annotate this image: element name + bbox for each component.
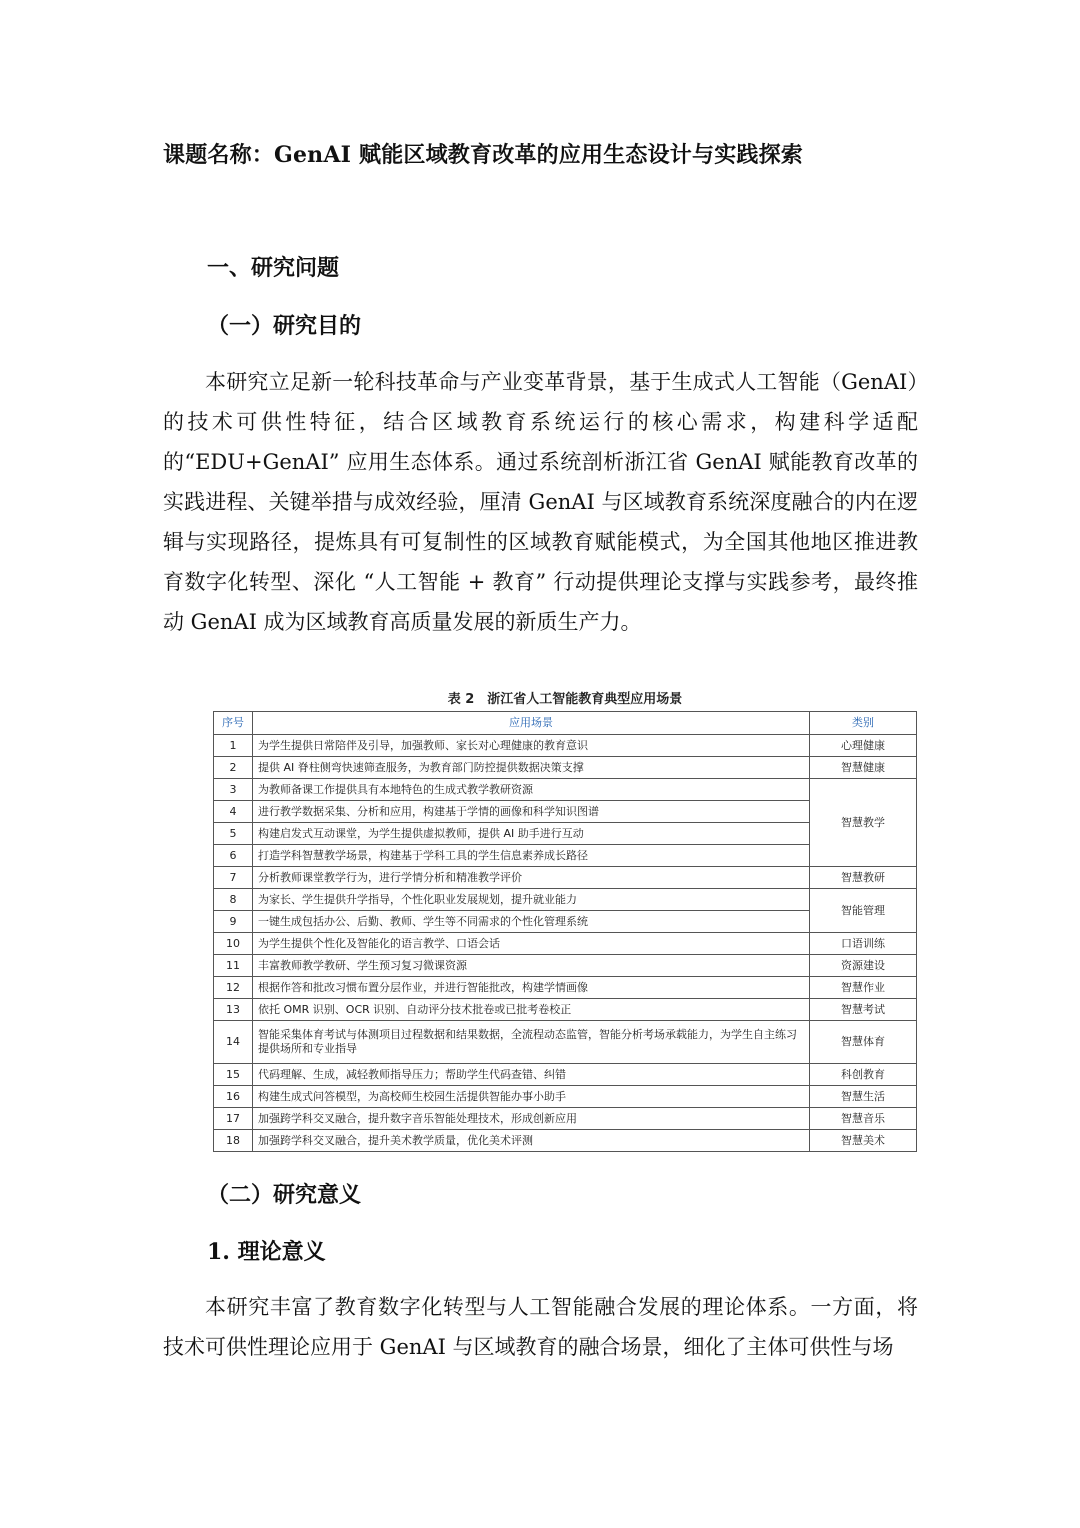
row-number: 7	[214, 867, 253, 889]
table-row	[214, 955, 917, 977]
row-category: 智慧健康	[810, 757, 917, 779]
row-scene: 为学生提供个性化及智能化的语言教学、口语会话	[253, 933, 810, 955]
table-row	[214, 1108, 917, 1130]
table-row	[214, 1064, 917, 1086]
header-no: 序号	[214, 712, 253, 735]
application-scenarios-table	[213, 711, 917, 1152]
row-category: 智慧教学	[810, 779, 917, 867]
row-scene: 丰富教师教学教研、学生预习复习微课资源	[253, 955, 810, 977]
paragraph-research-purpose: 本研究立足新一轮科技革命与产业变革背景，基于生成式人工智能（GenAI）的技术可供性特征，结合区域教育系统运行的核心需求，构建科学适配的“EDU+GenAI” 应用生态体系。通过系统剖析浙江省 GenAI 赋能教育改革的实践进程、关键举措与成效经验，厘清 GenAI 与区域教育系统深度融合的内在逻辑与实现路径，提炼具有可复制性的区域教育赋能模式，为全国其他地区推进教育数字化转型、深化 “人工智能 + 教育” 行动提供理论支撑与实践参考，最终推动 GenAI 成为区域教育高质量发展的新质生产力。	[163, 370, 918, 634]
subsubsection-heading-theory: 1. 理论意义	[207, 1239, 326, 1265]
table-row	[214, 867, 917, 889]
row-category: 资源建设	[810, 955, 917, 977]
row-scene: 依托 OMR 识别、OCR 识别、自动评分技术批卷或已批考卷校正	[253, 999, 810, 1021]
row-scene: 为学生提供日常陪伴及引导，加强教师、家长对心理健康的教育意识	[253, 735, 810, 757]
row-category: 智能管理	[810, 889, 917, 933]
row-number: 3	[214, 779, 253, 801]
header-category: 类别	[810, 712, 917, 735]
row-scene: 为教师备课工作提供具有本地特色的生成式教学教研资源	[253, 779, 810, 801]
row-scene: 加强跨学科交叉融合，提升美术教学质量，优化美术评测	[253, 1130, 810, 1152]
subsection-heading-purpose: （一）研究目的	[207, 313, 362, 339]
row-number: 17	[214, 1108, 253, 1130]
table-row	[214, 1130, 917, 1152]
table-row	[214, 977, 917, 999]
table-row	[214, 1086, 917, 1108]
row-number: 13	[214, 999, 253, 1021]
row-category: 科创教育	[810, 1064, 917, 1086]
table-row	[214, 735, 917, 757]
row-number: 11	[214, 955, 253, 977]
table-row	[214, 999, 917, 1021]
table-row	[214, 933, 917, 955]
row-number: 18	[214, 1130, 253, 1152]
row-scene: 加强跨学科交叉融合，提升数字音乐智能处理技术，形成创新应用	[253, 1108, 810, 1130]
row-number: 15	[214, 1064, 253, 1086]
row-scene: 构建启发式互动课堂，为学生提供虚拟教师，提供 AI 助手进行互动	[253, 823, 810, 845]
row-scene: 智能采集体育考试与体测项目过程数据和结果数据，全流程动态监管，智能分析考场承载能力，为学生自主练习提供场所和专业指导	[253, 1021, 810, 1064]
row-category: 智慧生活	[810, 1086, 917, 1108]
paragraph-theoretical-significance: 本研究丰富了教育数字化转型与人工智能融合发展的理论体系。一方面，将技术可供性理论应用于 GenAI 与区域教育的融合场景，细化了主体可供性与场	[163, 1295, 918, 1359]
row-number: 16	[214, 1086, 253, 1108]
row-number: 2	[214, 757, 253, 779]
header-scene: 应用场景	[253, 712, 810, 735]
table-row	[214, 889, 917, 911]
row-number: 8	[214, 889, 253, 911]
row-category: 心理健康	[810, 735, 917, 757]
table-row	[214, 1021, 917, 1064]
row-category: 智慧体育	[810, 1021, 917, 1064]
row-category: 智慧教研	[810, 867, 917, 889]
subsection-heading-significance: （二）研究意义	[207, 1182, 362, 1208]
row-category: 智慧作业	[810, 977, 917, 999]
row-category: 智慧美术	[810, 1130, 917, 1152]
document-title: 课题名称：GenAI 赋能区域教育改革的应用生态设计与实践探索	[163, 142, 804, 168]
table-header-row	[214, 712, 917, 735]
row-scene: 构建生成式问答模型，为高校师生校园生活提供智能办事小助手	[253, 1086, 810, 1108]
row-category: 口语训练	[810, 933, 917, 955]
row-scene: 进行教学数据采集、分析和应用，构建基于学情的画像和科学知识图谱	[253, 801, 810, 823]
row-scene: 分析教师课堂教学行为，进行学情分析和精准教学评价	[253, 867, 810, 889]
row-number: 6	[214, 845, 253, 867]
table-row	[214, 757, 917, 779]
row-scene: 代码理解、生成，减轻教师指导压力；帮助学生代码查错、纠错	[253, 1064, 810, 1086]
row-category: 智慧考试	[810, 999, 917, 1021]
row-scene: 一键生成包括办公、后勤、教师、学生等不同需求的个性化管理系统	[253, 911, 810, 933]
row-scene: 打造学科智慧教学场景，构建基于学科工具的学生信息素养成长路径	[253, 845, 810, 867]
row-number: 5	[214, 823, 253, 845]
row-scene: 为家长、学生提供升学指导，个性化职业发展规划，提升就业能力	[253, 889, 810, 911]
row-category: 智慧音乐	[810, 1108, 917, 1130]
row-number: 1	[214, 735, 253, 757]
row-scene: 提供 AI 脊柱侧弯快速筛查服务，为教育部门防控提供数据决策支撑	[253, 757, 810, 779]
row-number: 14	[214, 1021, 253, 1064]
table-caption: 表 2 浙江省人工智能教育典型应用场景	[447, 692, 683, 707]
row-number: 10	[214, 933, 253, 955]
row-number: 12	[214, 977, 253, 999]
row-number: 9	[214, 911, 253, 933]
section-heading-research-question: 一、研究问题	[207, 255, 340, 281]
row-scene: 根据作答和批改习惯布置分层作业，并进行智能批改，构建学情画像	[253, 977, 810, 999]
table-row	[214, 779, 917, 801]
row-number: 4	[214, 801, 253, 823]
